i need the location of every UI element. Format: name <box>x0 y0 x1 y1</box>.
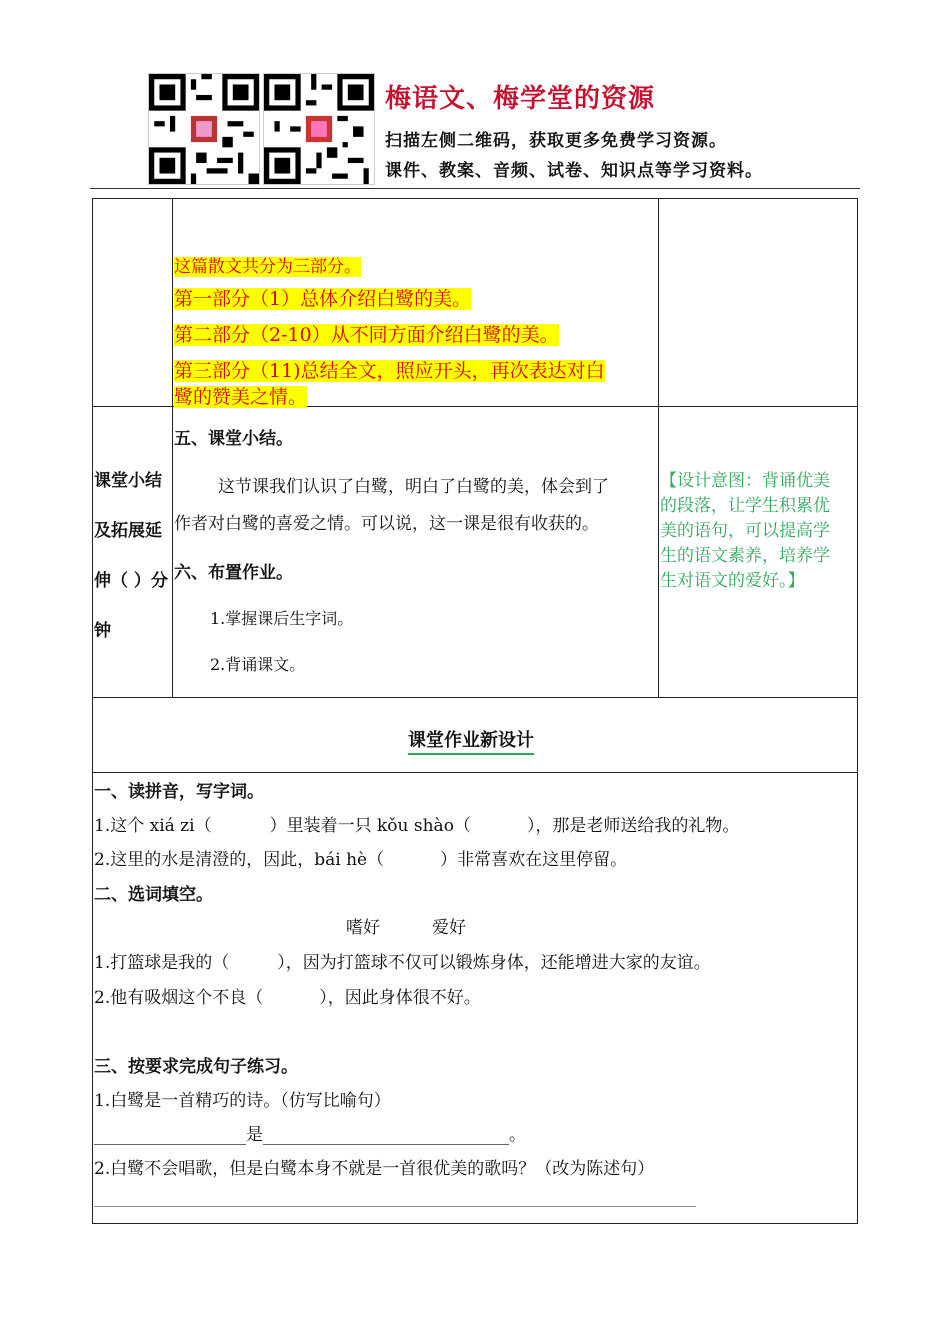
homework-title-divider <box>92 772 858 773</box>
structure-intro: 这篇散文共分为三部分。 <box>174 257 361 277</box>
question-1: 1.这个 xiá zi（ ）里装着一只 kǒu shào（ ），那是老师送给我的礼物。 <box>94 816 740 836</box>
brand-subtitle-1: 扫描左侧二维码，获取更多免费学习资源。 <box>385 131 727 151</box>
qr-code-icon <box>149 74 259 184</box>
section-sentences: 三、按要求完成句子练习。 <box>94 1057 298 1077</box>
design-note-2: 的段落，让学生积累优 <box>660 496 830 516</box>
brand-title: 梅语文、梅学堂的资源 <box>385 84 656 114</box>
question-5-answer-line: 是 。 <box>94 1120 526 1145</box>
structure-part1: 第一部分（1）总体介绍白鹭的美。 <box>174 288 472 310</box>
question-6-answer-line[interactable] <box>94 1206 696 1207</box>
summary-paragraph-2: 作者对白鹭的喜爱之情。可以说，这一课是很有收获的。 <box>174 514 599 534</box>
question-6: 2.白鹭不会唱歌，但是白鹭本身不就是一首很优美的歌吗？（改为陈述句） <box>94 1159 655 1179</box>
heading-summary: 五、课堂小结。 <box>174 429 293 449</box>
structure-part3: 第三部分（11)总结全文，照应开头，再次表达对白 <box>174 360 605 382</box>
section-fill-words: 二、选词填空。 <box>94 885 213 905</box>
structure-part2: 第二部分（2-10）从不同方面介绍白鹭的美。 <box>174 324 559 346</box>
qr-code-icon <box>264 74 374 184</box>
section-pinyin: 一、读拼音，写字词。 <box>94 782 264 802</box>
question-5: 1.白鹭是一首精巧的诗。（仿写比喻句） <box>94 1091 391 1111</box>
question-4: 2.他有吸烟这个不良（ ），因此身体很不好。 <box>94 988 481 1008</box>
homework-title: 课堂作业新设计 <box>408 726 534 755</box>
design-note-3: 美的语句，可以提高学 <box>660 521 830 541</box>
column-divider <box>172 198 173 698</box>
homework-item-1: 1.掌握课后生字词。 <box>210 609 354 628</box>
structure-part3-cont: 鹭的赞美之情。 <box>174 386 308 408</box>
answer-blank[interactable] <box>263 1126 509 1145</box>
design-note-4: 生的语文素养，培养学 <box>660 546 830 566</box>
row-label-line4: 钟 <box>94 621 111 641</box>
row-label-line3: 伸（ ）分 <box>94 571 168 591</box>
summary-paragraph-1: 这节课我们认识了白鹭，明白了白鹭的美，体会到了 <box>218 477 609 497</box>
design-note-1: 【设计意图：背诵优美 <box>660 471 830 491</box>
heading-homework: 六、布置作业。 <box>174 563 293 583</box>
header-divider <box>90 188 860 189</box>
row-label-line1: 课堂小结 <box>94 471 162 491</box>
qr-code-right <box>263 73 375 185</box>
row-label-line2: 及拓展延 <box>94 521 162 541</box>
column-divider <box>658 198 659 698</box>
answer-blank[interactable] <box>94 1126 246 1145</box>
brand-subtitle-2: 课件、教案、音频、试卷、知识点等学习资料。 <box>385 161 763 181</box>
qr-code-left <box>148 73 260 185</box>
homework-item-2: 2.背诵课文。 <box>210 655 306 674</box>
question-2: 2.这里的水是清澄的，因此，bái hè（ ）非常喜欢在这里停留。 <box>94 850 628 870</box>
design-note-5: 生对语文的爱好。】 <box>660 571 805 591</box>
word-option-2: 爱好 <box>432 918 466 938</box>
word-option-1: 嗜好 <box>346 918 380 938</box>
question-3: 1.打篮球是我的（ ），因为打篮球不仅可以锻炼身体，还能增进大家的友谊。 <box>94 953 711 973</box>
